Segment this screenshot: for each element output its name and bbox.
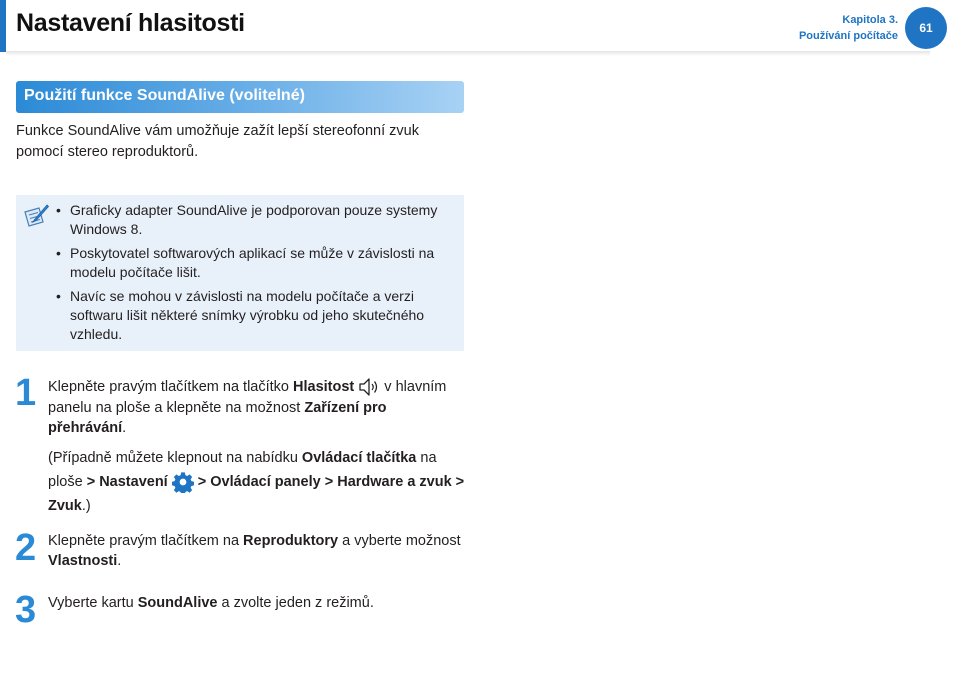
step-number: 3 xyxy=(15,589,37,631)
header-accent-bar xyxy=(0,0,6,52)
text: . xyxy=(117,553,122,569)
text: . xyxy=(122,420,127,436)
ui-term: > Nastavení xyxy=(86,474,168,490)
note-item-text: Graficky adapter SoundAlive je podporovan pouze systemy Windows 8. xyxy=(70,202,438,237)
ui-term: Vlastnosti xyxy=(48,553,118,569)
gear-icon xyxy=(172,471,194,493)
text: a vyberte možnost xyxy=(338,533,461,549)
step-instruction xyxy=(48,531,468,571)
note-pencil-icon xyxy=(22,203,50,229)
page-number-badge: 61 xyxy=(905,7,947,49)
step-number: 2 xyxy=(15,527,37,569)
ui-term: Zařízení pro přehrávání xyxy=(48,400,387,436)
step-text xyxy=(48,376,468,518)
page-title: Nastavení hlasitosti xyxy=(16,9,245,37)
ui-term: SoundAlive xyxy=(137,595,218,611)
step-text xyxy=(48,593,468,613)
note-item xyxy=(56,201,456,239)
note-item-text: Poskytovatel softwarových aplikací se může v závislosti na modelu počítače lišit. xyxy=(70,245,435,280)
speaker-icon xyxy=(358,376,380,398)
text: Klepněte pravým tlačítkem na xyxy=(48,533,244,549)
header-divider xyxy=(6,51,930,56)
chapter-title: Používání počítače xyxy=(798,30,898,42)
bullet: • xyxy=(56,202,61,218)
note-item xyxy=(56,287,456,344)
bullet: • xyxy=(56,288,61,304)
step-number: 1 xyxy=(15,372,37,414)
text: v hlavním panelu na ploše a klepněte na možnost xyxy=(48,378,447,416)
text: .) xyxy=(81,498,91,514)
ui-term: > Ovládací panely > Hardware a zvuk > Zvuk xyxy=(48,474,465,514)
text: Klepněte pravým tlačítkem na tlačítko xyxy=(48,378,293,395)
ui-term: Ovládací tlačítka xyxy=(301,450,417,466)
section-heading: Použití funkce SoundAlive (volitelné) xyxy=(16,81,464,113)
bullet: • xyxy=(56,245,61,261)
ui-term: Reproduktory xyxy=(243,533,339,549)
text: a zvolte jeden z režimů. xyxy=(217,595,374,611)
text: (Případně můžete klepnout na nabídku xyxy=(48,450,302,466)
text: Vyberte kartu xyxy=(48,595,138,611)
note-item xyxy=(56,244,456,282)
step-instruction xyxy=(48,376,468,438)
chapter-info xyxy=(799,12,898,44)
chapter-label: Kapitola 3. xyxy=(842,14,898,26)
intro-paragraph: Funkce SoundAlive vám umožňuje zažít lepší stereofonní zvuk pomocí stereo reproduktorů. xyxy=(16,123,419,160)
note-box xyxy=(16,195,464,351)
step-instruction xyxy=(48,593,468,613)
step-alternative xyxy=(48,446,468,518)
step-text xyxy=(48,531,468,571)
note-list xyxy=(56,201,456,349)
note-item-text: Navíc se mohou v závislosti na modelu počítače a verzi softwaru lišit některé snímky výrobku od jeho skutečného vzhledu. xyxy=(70,288,425,342)
ui-term: Hlasitost xyxy=(293,378,355,395)
text: na ploše xyxy=(48,450,437,490)
